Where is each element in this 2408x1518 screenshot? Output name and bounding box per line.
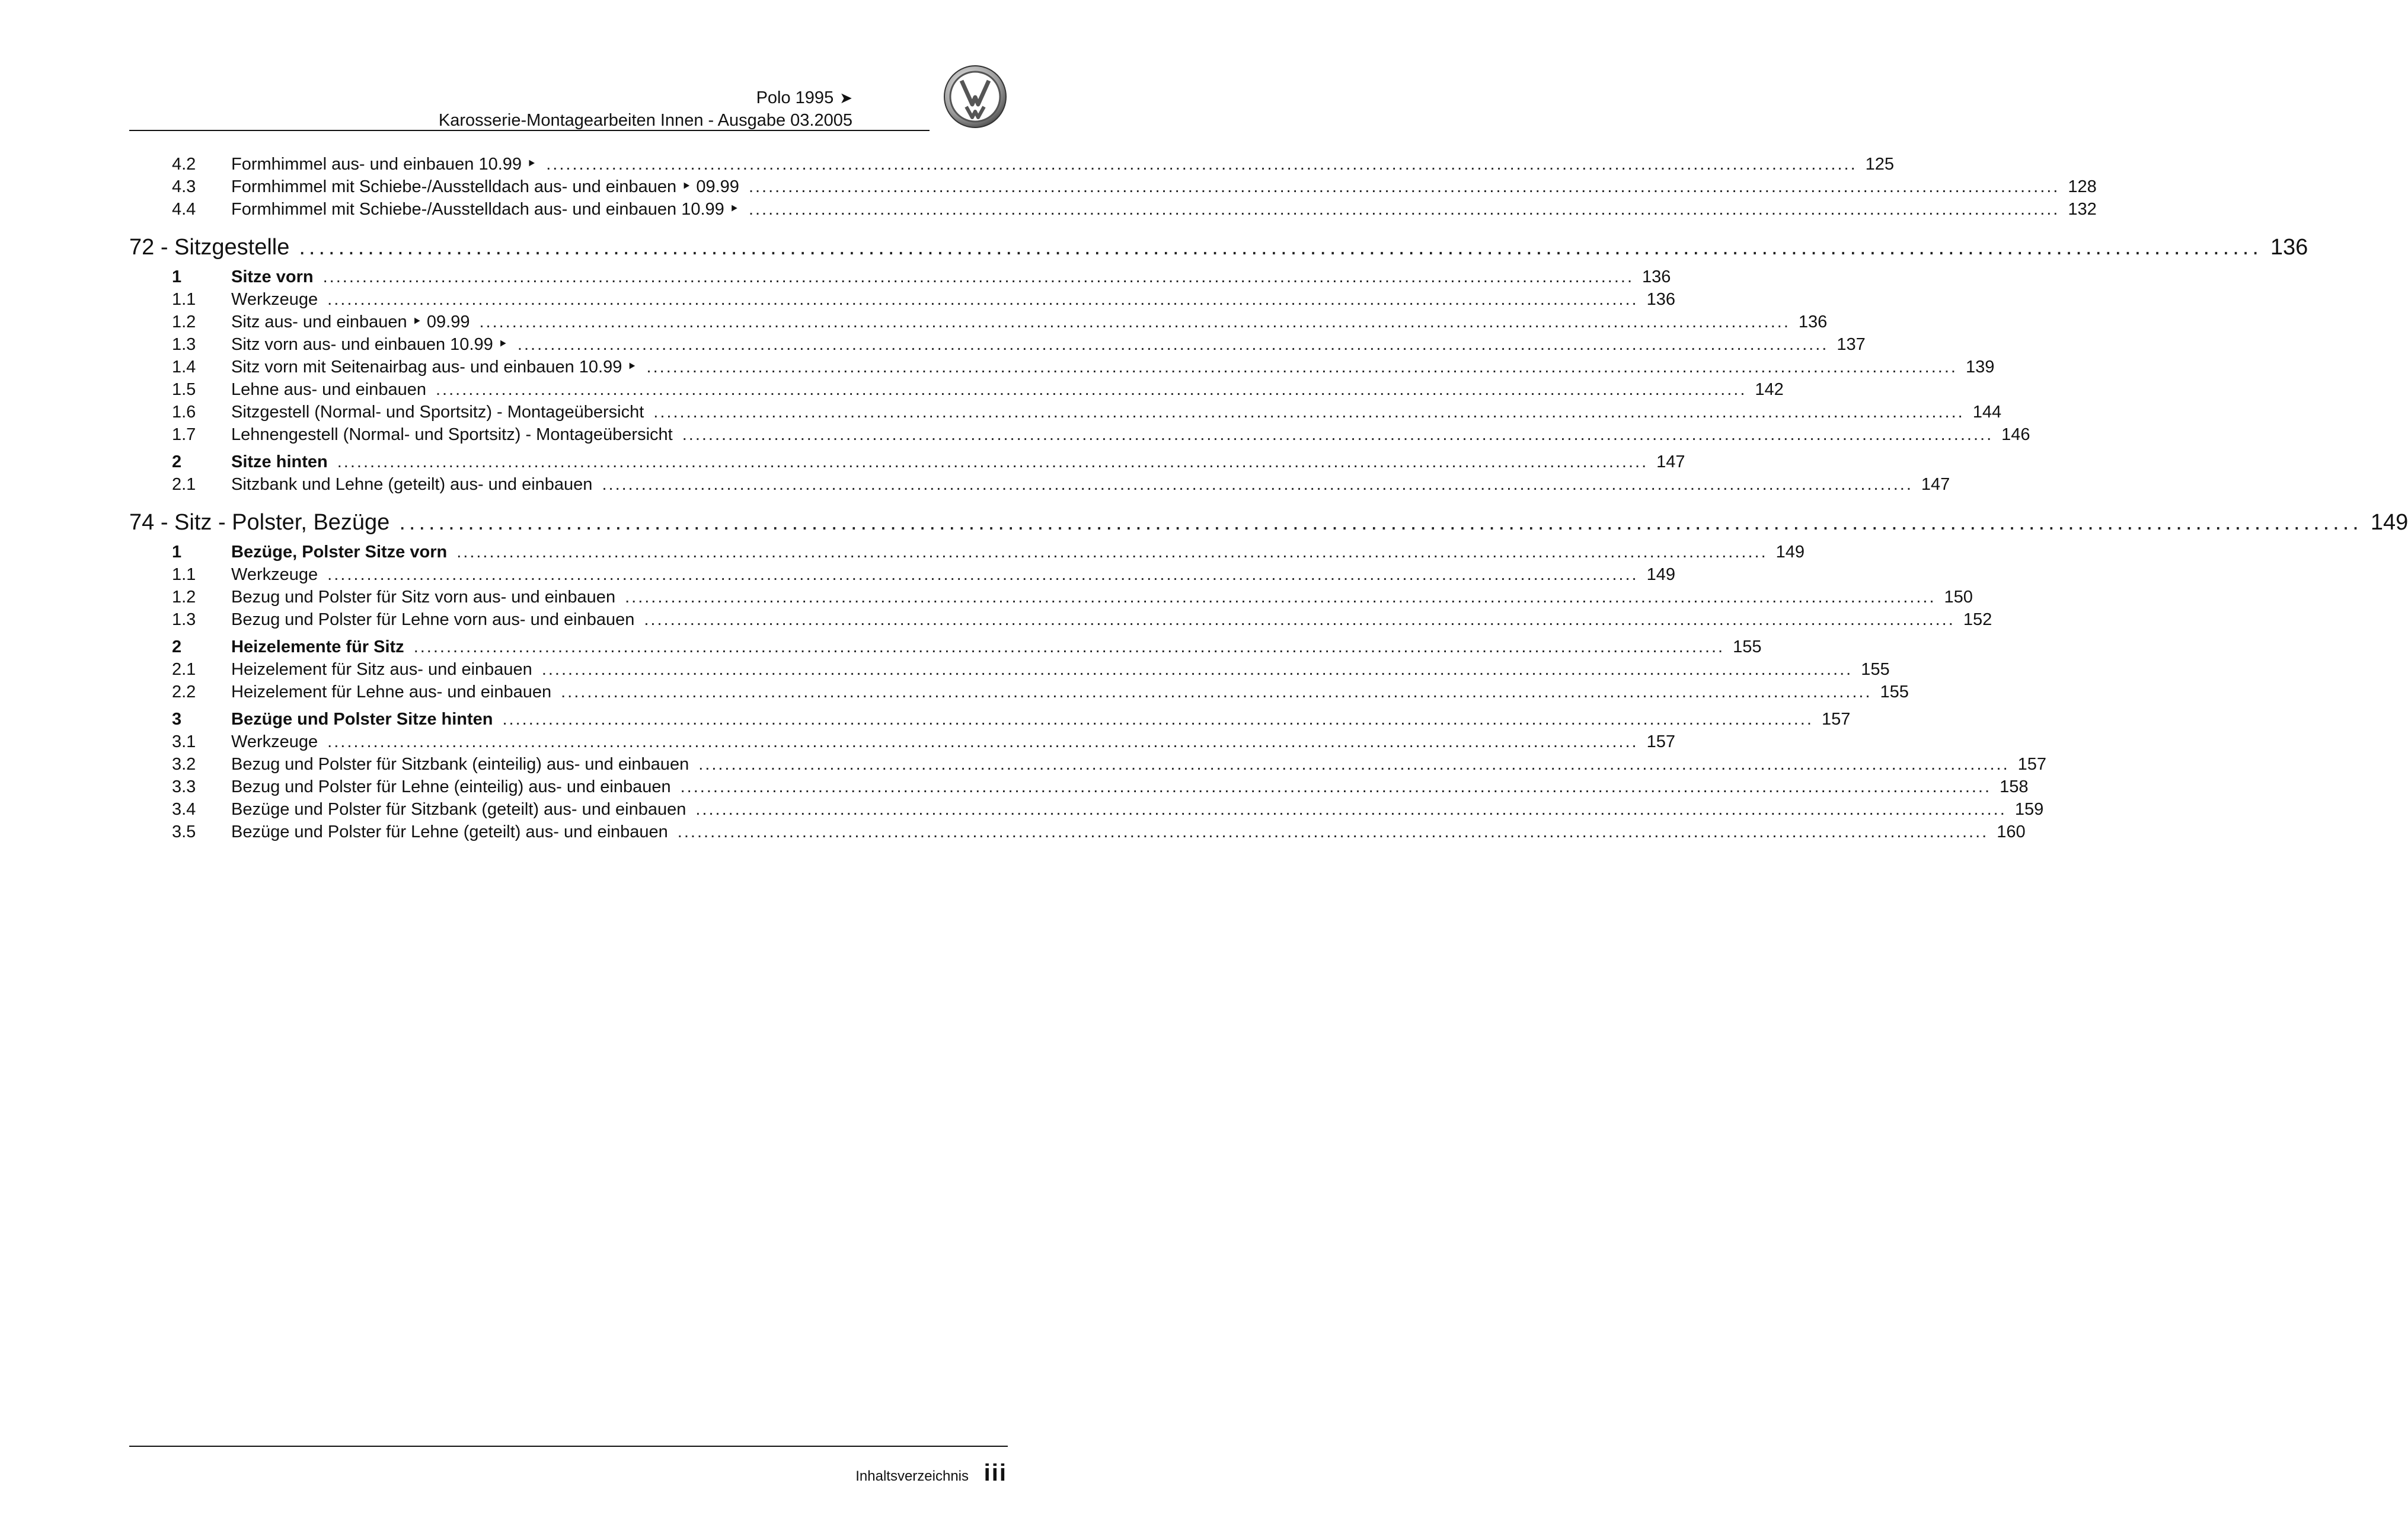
- toc-entry-number: 1.4: [172, 358, 196, 377]
- dot-leader: ........................................................................................................................................................................................................: [327, 732, 1639, 751]
- toc-entry-number: 4.3: [172, 177, 196, 196]
- toc-entry-number: 3.2: [172, 755, 196, 774]
- toc-entry-title: Werkzeuge: [231, 565, 318, 584]
- toc-entry-page: 136: [2270, 235, 2308, 260]
- footer-divider: [129, 1446, 1008, 1447]
- dot-leader: ........................................................................................................................................................................................................: [413, 637, 1725, 656]
- toc-entry-title: Sitzgestell (Normal- und Sportsitz) - Montageübersicht: [231, 403, 644, 422]
- dot-leader: ........................................................................................................................................................................................................: [456, 543, 1768, 562]
- toc-entry[interactable]: [129, 636, 1762, 658]
- toc-entry-title: Werkzeuge: [231, 290, 318, 309]
- toc-entry[interactable]: [129, 378, 1784, 401]
- toc-entry[interactable]: [129, 266, 1671, 288]
- dot-leader: ........................................................................................................................................................................................................: [322, 267, 1634, 286]
- toc-entry-page: 157: [2017, 755, 2047, 774]
- toc-entry-page: 155: [1733, 637, 1762, 656]
- dot-leader: ........................................................................................................................................................................................................: [502, 710, 1813, 729]
- toc-entry[interactable]: [129, 198, 2097, 221]
- toc-entry-number: 3.1: [172, 732, 196, 751]
- toc-entry-number: 2: [172, 452, 182, 471]
- arrow-right-icon: ➤: [839, 89, 852, 107]
- toc-entry-page: 149: [1775, 543, 1805, 562]
- toc-entry-title: Bezug und Polster für Lehne (einteilig) aus- und einbauen: [231, 777, 671, 796]
- toc-entry-number: 1.1: [172, 565, 196, 584]
- toc-entry[interactable]: [129, 681, 1909, 703]
- toc-entry-number: 2.1: [172, 475, 196, 494]
- dot-leader: ........................................................................................................................................................................................................: [748, 200, 2060, 219]
- dot-leader: ........................................................................................................................................................................................................: [299, 235, 2262, 260]
- header-title: Polo 1995: [756, 88, 834, 107]
- toc-entry-page: 144: [1972, 403, 2002, 422]
- toc-entry-title: Sitz aus- und einbauen ‣ 09.99: [231, 312, 470, 331]
- toc-entry[interactable]: [129, 708, 1851, 731]
- toc-entry-number: 1.3: [172, 610, 196, 629]
- dot-leader: ........................................................................................................................................................................................................: [680, 777, 1992, 796]
- toc-entry-number: 2: [172, 637, 182, 656]
- toc-entry-page: 139: [1965, 358, 1995, 377]
- dot-leader: ........................................................................................................................................................................................................: [546, 155, 1857, 174]
- toc-entry[interactable]: [129, 731, 1675, 753]
- toc-entry-number: 1.7: [172, 425, 196, 444]
- toc-entry[interactable]: [129, 586, 1973, 608]
- footer-page-number: iii: [983, 1460, 1007, 1486]
- dot-leader: ........................................................................................................................................................................................................: [517, 335, 1829, 354]
- toc-entry-title: Heizelement für Lehne aus- und einbauen: [231, 683, 552, 701]
- toc-entry-title: Heizelemente für Sitz: [231, 637, 404, 656]
- header-title-line: [756, 88, 852, 108]
- toc-entry-number: 4.4: [172, 200, 196, 219]
- toc-entry-title: Lehne aus- und einbauen: [231, 380, 426, 399]
- dot-leader: ........................................................................................................................................................................................................: [677, 822, 1989, 841]
- toc-entry[interactable]: [129, 776, 2029, 798]
- toc-entry[interactable]: [129, 423, 2030, 446]
- toc-chapter[interactable]: [129, 234, 2308, 261]
- toc-entry-title: Bezüge und Polster für Sitzbank (geteilt) aus- und einbauen: [231, 800, 686, 819]
- dot-leader: ........................................................................................................................................................................................................: [695, 800, 2007, 819]
- dot-leader: ........................................................................................................................................................................................................: [653, 403, 1965, 422]
- toc-entry-page: 146: [2001, 425, 2030, 444]
- toc-entry-page: 149: [1646, 565, 1675, 584]
- toc-entry-number: 1.5: [172, 380, 196, 399]
- toc-entry[interactable]: [129, 798, 2044, 821]
- toc-entry-number: 3.3: [172, 777, 196, 796]
- toc-entry[interactable]: [129, 563, 1675, 586]
- toc-entry-title: 74 - Sitz - Polster, Bezüge: [129, 510, 390, 535]
- dot-leader: ........................................................................................................................................................................................................: [327, 290, 1639, 309]
- toc-entry-page: 155: [1880, 683, 1909, 701]
- toc-entry[interactable]: [129, 821, 2026, 843]
- toc-entry-page: 157: [1646, 732, 1675, 751]
- toc-entry-title: Bezüge, Polster Sitze vorn: [231, 543, 448, 562]
- toc-entry-title: Bezug und Polster für Sitzbank (einteilig) aus- und einbauen: [231, 755, 689, 774]
- toc-entry-page: 147: [1656, 452, 1685, 471]
- toc-entry-page: 150: [1944, 588, 1973, 607]
- toc-entry-page: 136: [1646, 290, 1675, 309]
- toc-entry-title: Werkzeuge: [231, 732, 318, 751]
- toc-entry-number: 1.2: [172, 588, 196, 607]
- toc-entry[interactable]: [129, 288, 1675, 311]
- dot-leader: ........................................................................................................................................................................................................: [682, 425, 1994, 444]
- toc-entry-page: 136: [1642, 267, 1671, 286]
- toc-entry[interactable]: [129, 333, 1866, 356]
- toc-entry-number: 4.2: [172, 155, 196, 174]
- toc-entry-number: 3.4: [172, 800, 196, 819]
- toc-entry-page: 147: [1921, 475, 1950, 494]
- toc-entry[interactable]: [129, 541, 1805, 563]
- toc-entry[interactable]: [129, 311, 1828, 333]
- toc-entry-title: Formhimmel aus- und einbauen 10.99 ‣: [231, 155, 537, 174]
- toc-entry-number: 3.5: [172, 822, 196, 841]
- dot-leader: ........................................................................................................................................................................................................: [625, 588, 1936, 607]
- dot-leader: ........................................................................................................................................................................................................: [646, 358, 1957, 377]
- toc-chapter[interactable]: [129, 509, 2408, 536]
- table-of-contents: [129, 153, 2408, 843]
- dot-leader: ........................................................................................................................................................................................................: [561, 683, 1872, 701]
- toc-entry-title: Sitze hinten: [231, 452, 328, 471]
- toc-entry[interactable]: [129, 176, 2097, 198]
- vw-logo-icon: [943, 64, 1008, 129]
- toc-entry-title: Lehnengestell (Normal- und Sportsitz) - Montageübersicht: [231, 425, 673, 444]
- toc-entry-page: 142: [1755, 380, 1784, 399]
- dot-leader: ........................................................................................................................................................................................................: [327, 565, 1639, 584]
- toc-entry-page: 155: [1861, 660, 1890, 679]
- toc-entry-title: Bezüge und Polster für Lehne (geteilt) aus- und einbauen: [231, 822, 668, 841]
- dot-leader: ........................................................................................................................................................................................................: [435, 380, 1747, 399]
- toc-entry-title: Sitze vorn: [231, 267, 314, 286]
- dot-leader: ........................................................................................................................................................................................................: [399, 510, 2362, 535]
- toc-entry-title: Sitzbank und Lehne (geteilt) aus- und einbauen: [231, 475, 593, 494]
- toc-entry[interactable]: [129, 753, 2047, 776]
- toc-entry-title: Heizelement für Sitz aus- und einbauen: [231, 660, 532, 679]
- toc-entry-page: 158: [2000, 777, 2029, 796]
- dot-leader: ........................................................................................................................................................................................................: [337, 452, 1649, 471]
- toc-entry-page: 160: [1997, 822, 2026, 841]
- page-header: [129, 83, 930, 130]
- toc-entry-page: 152: [1963, 610, 1992, 629]
- toc-entry-page: 132: [2068, 200, 2097, 219]
- dot-leader: ........................................................................................................................................................................................................: [644, 610, 1955, 629]
- header-subtitle: Karosserie-Montagearbeiten Innen - Ausgabe 03.2005: [438, 111, 852, 130]
- toc-entry-title: Bezug und Polster für Sitz vorn aus- und einbauen: [231, 588, 616, 607]
- toc-entry-page: 136: [1798, 312, 1828, 331]
- toc-entry-number: 1.1: [172, 290, 196, 309]
- toc-entry[interactable]: [129, 608, 1992, 631]
- toc-entry-number: 1.6: [172, 403, 196, 422]
- toc-entry-title: Formhimmel mit Schiebe-/Ausstelldach aus- und einbauen 10.99 ‣: [231, 200, 739, 219]
- toc-entry-number: 1.2: [172, 312, 196, 331]
- toc-entry[interactable]: [129, 451, 1685, 473]
- toc-entry-number: 2.2: [172, 683, 196, 701]
- toc-entry[interactable]: [129, 473, 1950, 496]
- dot-leader: ........................................................................................................................................................................................................: [541, 660, 1853, 679]
- toc-entry-number: 3: [172, 710, 182, 729]
- toc-entry[interactable]: [129, 153, 1895, 176]
- toc-entry-title: Sitz vorn mit Seitenairbag aus- und einbauen 10.99 ‣: [231, 358, 637, 377]
- toc-entry-title: Bezug und Polster für Lehne vorn aus- und einbauen: [231, 610, 635, 629]
- dot-leader: ........................................................................................................................................................................................................: [602, 475, 1913, 494]
- toc-entry-number: 1: [172, 267, 182, 286]
- toc-entry-title: 72 - Sitzgestelle: [129, 235, 290, 260]
- toc-entry-page: 137: [1837, 335, 1866, 354]
- dot-leader: ........................................................................................................................................................................................................: [748, 177, 2060, 196]
- dot-leader: ........................................................................................................................................................................................................: [698, 755, 2010, 774]
- toc-entry-number: 1.3: [172, 335, 196, 354]
- toc-entry-page: 157: [1821, 710, 1851, 729]
- header-divider: [129, 130, 930, 131]
- toc-entry[interactable]: [129, 356, 1995, 378]
- footer-label: Inhaltsverzeichnis: [855, 1468, 969, 1484]
- toc-entry-number: 2.1: [172, 660, 196, 679]
- toc-entry-title: Sitz vorn aus- und einbauen 10.99 ‣: [231, 335, 508, 354]
- toc-entry[interactable]: [129, 401, 2002, 423]
- toc-entry-number: 1: [172, 543, 182, 562]
- toc-entry-title: Bezüge und Polster Sitze hinten: [231, 710, 493, 729]
- toc-entry-page: 149: [2370, 510, 2408, 535]
- dot-leader: ........................................................................................................................................................................................................: [479, 312, 1790, 331]
- toc-entry-page: 128: [2068, 177, 2097, 196]
- toc-entry-page: 125: [1865, 155, 1895, 174]
- toc-entry-title: Formhimmel mit Schiebe-/Ausstelldach aus- und einbauen ‣ 09.99: [231, 177, 739, 196]
- toc-entry-page: 159: [2014, 800, 2044, 819]
- toc-entry[interactable]: [129, 658, 1890, 681]
